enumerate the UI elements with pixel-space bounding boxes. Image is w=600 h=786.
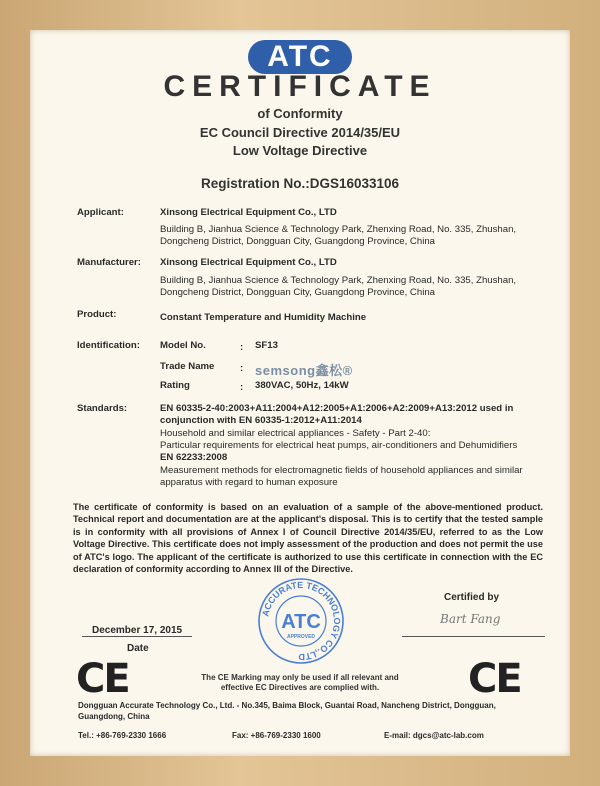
rating-label: Rating [160, 380, 190, 391]
manufacturer-address-2: Dongcheng District, Dongguan City, Guangdong Province, China [160, 287, 436, 298]
applicant-label: Applicant: [77, 207, 124, 218]
ce-mark-right: CE [468, 656, 521, 702]
subtitle: of Conformity [257, 106, 343, 121]
colon: : [240, 342, 244, 353]
model-value: SF13 [255, 340, 278, 351]
trade-name-label: Trade Name [160, 361, 215, 372]
applicant-address-1: Building B, Jianhua Science & Technology Park, Zhenxing Road, No. 335, Zhushan, [160, 224, 517, 235]
certificate-title: CERTIFICATE [163, 70, 437, 103]
applicant-name: Xinsong Electrical Equipment Co., LTD [160, 207, 337, 218]
trade-name-logo: semsong鑫松® [255, 363, 353, 378]
directive: EC Council Directive 2014/35/EU [199, 125, 401, 140]
standard-line: Household and similar electrical appliances - Safety - Part 2-40: [160, 427, 431, 439]
colon: : [240, 382, 244, 393]
date-line [82, 636, 192, 637]
applicant-address-2: Dongcheng District, Dongguan City, Guangdong Province, China [160, 236, 436, 247]
atc-approved-stamp [258, 578, 344, 664]
footer-address-1: Dongguan Accurate Technology Co., Ltd. - No.345, Baima Block, Guantai Road, Nancheng District, Dongguan, [78, 701, 496, 710]
rating-value: 380VAC, 50Hz, 14kW [255, 380, 349, 391]
directive-name: Low Voltage Directive [232, 143, 368, 158]
footer-email: E-mail: dgcs@atc-lab.com [384, 731, 484, 740]
product-label: Product: [77, 309, 117, 320]
manufacturer-name: Xinsong Electrical Equipment Co., LTD [160, 257, 337, 268]
signature-line [402, 636, 545, 637]
ce-mark-left: CE [76, 656, 129, 702]
ce-note-2: effective EC Directives are complied with. [220, 683, 380, 692]
registration-number: Registration No.:DGS16033106 [200, 176, 400, 191]
standard-line: Particular requirements for electrical heat pumps, air-conditioners and Dehumidifiers [160, 439, 518, 451]
certified-by-label: Certified by [444, 592, 500, 603]
date-value: December 17, 2015 [92, 625, 183, 636]
standard-line: EN 62233:2008 [160, 452, 228, 464]
footer-fax: Fax: +86-769-2330 1600 [232, 731, 321, 740]
svg-text:ATC: ATC [281, 611, 321, 633]
colon: : [240, 363, 244, 374]
identification-label: Identification: [77, 340, 140, 351]
footer-address-2: Guangdong, China [78, 712, 150, 721]
standard-line: conjunction with EN 60335-1:2012+A11:2014 [160, 415, 362, 427]
date-label: Date [127, 643, 149, 654]
model-label: Model No. [160, 340, 206, 351]
svg-text:APPROVED: APPROVED [286, 634, 316, 640]
manufacturer-label: Manufacturer: [77, 257, 141, 268]
product-value: Constant Temperature and Humidity Machine [160, 312, 367, 323]
ce-note-1: The CE Marking may only be used if all relevant and [201, 673, 399, 682]
standard-line: Measurement methods for electromagnetic fields of household appliances and similar [160, 464, 523, 476]
svg-text:ACCURATE TECHNOLOGY CO.,LTD: ACCURATE TECHNOLOGY CO.,LTD [260, 579, 343, 663]
standards-label: Standards: [77, 403, 128, 414]
standard-line: apparatus with regard to human exposure [160, 476, 338, 488]
signature: Bart Fang [440, 612, 501, 626]
manufacturer-address-1: Building B, Jianhua Science & Technology Park, Zhenxing Road, No. 335, Zhushan, [160, 275, 517, 286]
conformity-statement: The certificate of conformity is based on an evaluation of a sample of the above-mentioned product. Technical report and documentation are at the applicant's disposal. This is to certify that the tested sample is in conformity with all provisions of Annex I of Council Directive 2014/35/EU, referred to as the Low Voltage Directive. This certificate does not imply assessment of the production and does not permit the use of ATC's logo. The applicant of the certificate is authorized to use this certificate in connection with the EC declaration of conformity according to Annex III of the Directive. [73, 502, 543, 575]
footer-tel: Tel.: +86-769-2330 1666 [78, 731, 167, 740]
standard-line: EN 60335-2-40:2003+A11:2004+A12:2005+A1:2006+A2:2009+A13:2012 used in [160, 403, 514, 414]
atc-logo: ATC [248, 40, 352, 74]
